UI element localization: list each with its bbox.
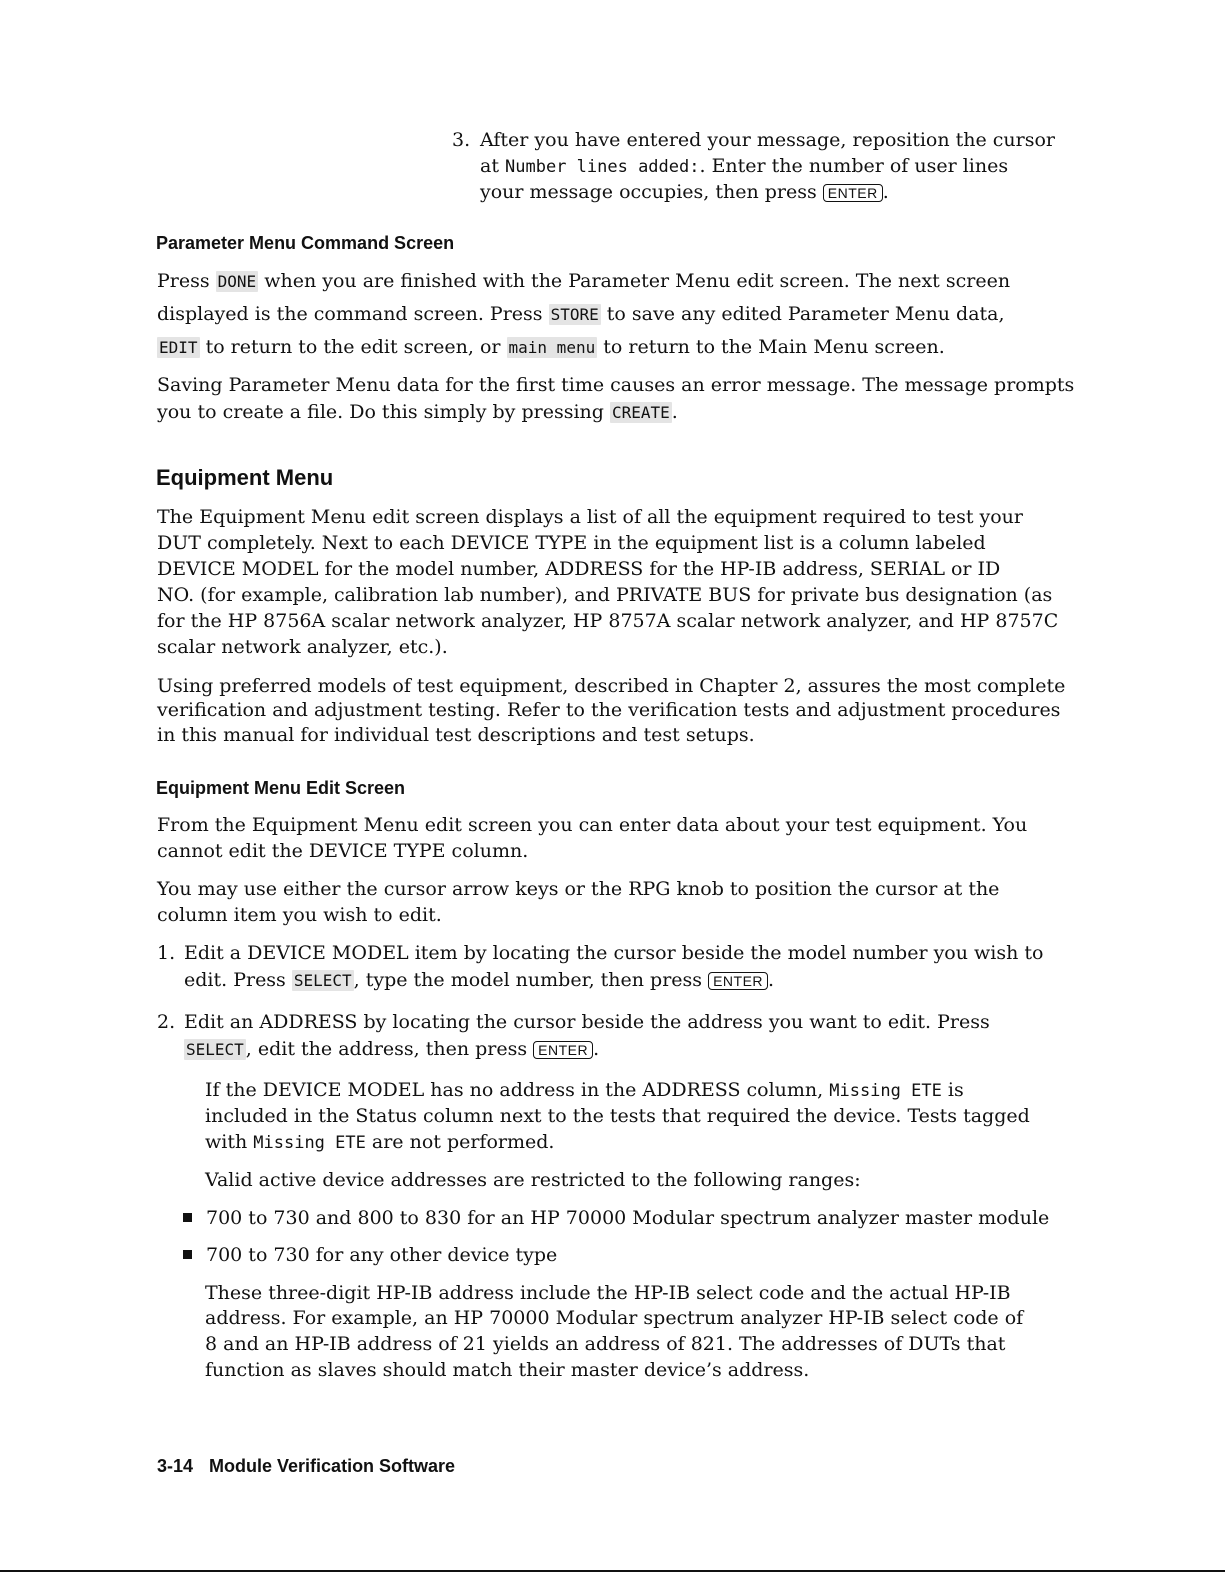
note-line: 8 and an HP-IB address of 21 yields an address of 821. The addresses of DUTs that (205, 1333, 1006, 1355)
paragraph-line: for the HP 8756A scalar network analyzer, HP 8757A scalar network analyzer, and HP 8757C (157, 610, 1059, 632)
screen-text: Missing ETE (829, 1081, 942, 1101)
paragraph-line: EDIT to return to the edit screen, or main menu to return to the Main Menu screen. (159, 336, 945, 358)
paragraph-line: DUT completely. Next to each DEVICE TYPE in the equipment list is a column labeled (157, 532, 986, 554)
paragraph-line: you to create a file. Do this simply by pressing CREATE . (157, 401, 678, 423)
step-number: 2. (157, 1011, 176, 1033)
bullet-item: 700 to 730 for any other device type (183, 1242, 557, 1268)
page-footer (157, 1456, 455, 1477)
bullet-icon (183, 1213, 192, 1222)
store-softkey: STORE (550, 305, 599, 324)
section-heading: Equipment Menu (156, 465, 334, 490)
paragraph-line: verification and adjustment testing. Refer to the verification tests and adjustment procedures (157, 699, 1061, 721)
main-menu-softkey: main menu (508, 338, 596, 357)
select-softkey: SELECT (293, 971, 352, 990)
paragraph-line: in this manual for individual test descriptions and test setups. (157, 724, 755, 746)
section-heading: Parameter Menu Command Screen (156, 233, 455, 253)
paragraph-line: From the Equipment Menu edit screen you can enter data about your test equipment. You (157, 814, 1028, 836)
paragraph-line: The Equipment Menu edit screen displays a list of all the equipment required to test your (157, 506, 1023, 528)
step-text: edit. Press SELECT , type the model number, then press ENTER . (184, 969, 775, 991)
step-number: 3. (452, 129, 471, 151)
note-line: function as slaves should match their master device’s address. (205, 1359, 810, 1381)
step-text: Edit an ADDRESS by locating the cursor beside the address you want to edit. Press (184, 1011, 990, 1033)
paragraph-line: Press DONE when you are finished with the Parameter Menu edit screen. The next screen (157, 270, 1011, 292)
select-softkey: SELECT (186, 1040, 244, 1059)
note-line: address. For example, an HP 70000 Modular spectrum analyzer HP-IB select code of (205, 1307, 1024, 1329)
screen-text: Missing ETE (253, 1133, 366, 1153)
note-line: These three-digit HP-IB address include the HP-IB select code and the actual HP-IB (205, 1282, 1011, 1304)
note-line: included in the Status column next to the tests that required the device. Tests tagged (205, 1105, 1030, 1127)
paragraph-line: NO. (for example, calibration lab number), and PRIVATE BUS for private bus designation (as (157, 584, 1053, 606)
step-text: Edit a DEVICE MODEL item by locating the cursor beside the model number you wish to (184, 942, 1044, 964)
step-text: your message occupies, then press ENTER . (480, 181, 889, 203)
paragraph-line: cannot edit the DEVICE TYPE column. (157, 840, 529, 862)
paragraph-line: You may use either the cursor arrow keys or the RPG knob to position the cursor at the (157, 878, 1000, 900)
enter-key: ENTER (533, 1041, 593, 1059)
done-softkey: DONE (217, 272, 257, 291)
paragraph-line: DEVICE MODEL for the model number, ADDRESS for the HP-IB address, SERIAL or ID (157, 558, 1001, 580)
paragraph-line: column item you wish to edit. (157, 904, 442, 926)
chapter-title: Module Verification Software (209, 1456, 456, 1476)
page-number: 3-14 (157, 1456, 194, 1476)
create-softkey: CREATE (611, 403, 670, 422)
paragraph-line: scalar network analyzer, etc.). (157, 636, 448, 658)
enter-key: ENTER (823, 184, 883, 202)
bullet-icon (183, 1250, 192, 1259)
paragraph-line: Saving Parameter Menu data for the first time causes an error message. The message prompts (157, 374, 1075, 396)
step-text: at Number lines added:. Enter the number of user lines (480, 155, 1009, 177)
section-heading: Equipment Menu Edit Screen (156, 778, 406, 798)
note-line: with Missing ETE are not performed. (205, 1131, 555, 1153)
step-number: 1. (157, 942, 176, 964)
bullet-item: 700 to 730 and 800 to 830 for an HP 70000 Modular spectrum analyzer master module (183, 1205, 1049, 1231)
step-text: SELECT , edit the address, then press ENTER . (186, 1038, 600, 1060)
paragraph-line: displayed is the command screen. Press STORE to save any edited Parameter Menu data, (157, 303, 1005, 325)
step-text: After you have entered your message, reposition the cursor (480, 129, 1056, 151)
note-line: If the DEVICE MODEL has no address in the ADDRESS column, Missing ETE is (205, 1079, 964, 1101)
enter-key: ENTER (708, 972, 768, 990)
screen-text: Number lines added: (505, 157, 700, 177)
page-bottom-rule (0, 1570, 1225, 1572)
paragraph-line: Using preferred models of test equipment, described in Chapter 2, assures the most complete (157, 675, 1066, 697)
note-line: Valid active device addresses are restricted to the following ranges: (205, 1169, 861, 1191)
edit-softkey: EDIT (159, 338, 198, 357)
